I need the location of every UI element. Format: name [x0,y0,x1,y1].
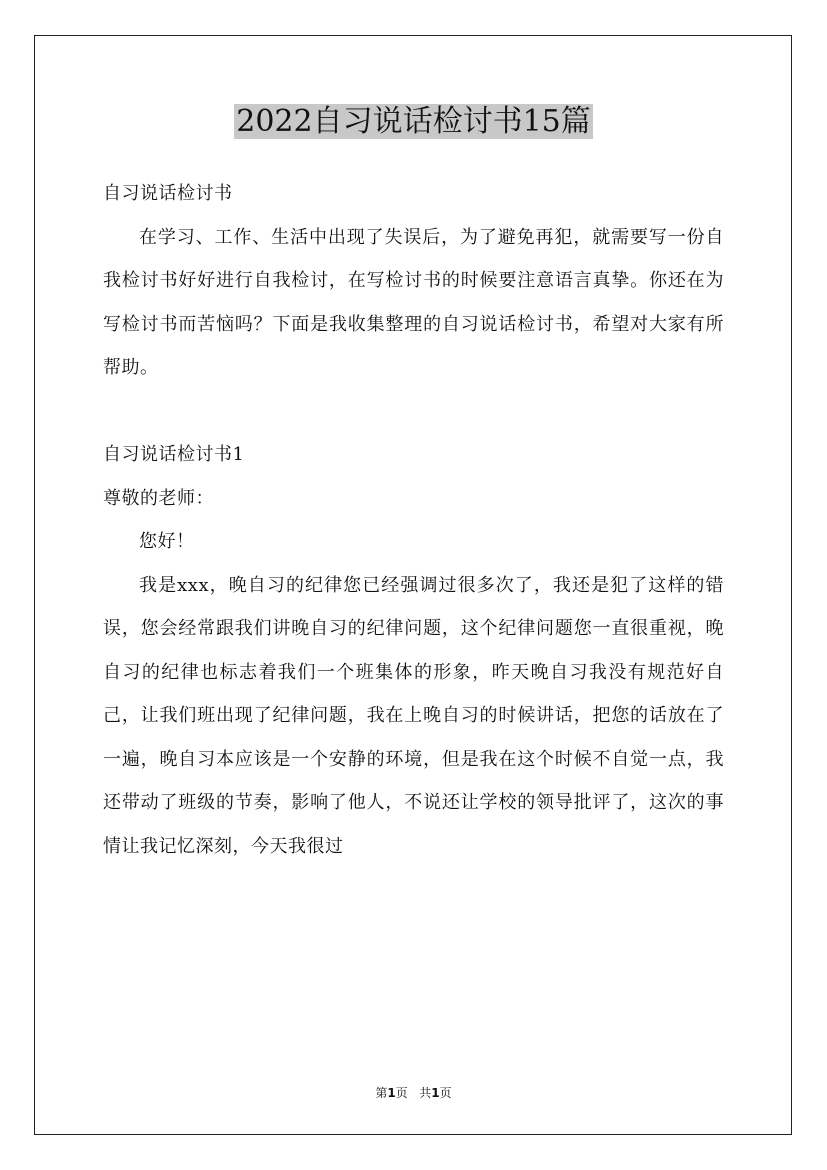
salutation: 尊敬的老师： [103,487,214,509]
page-footer [0,1084,827,1101]
total-suffix: 页 [439,1086,452,1100]
page-prefix: 第 [375,1086,388,1100]
document-title [0,100,827,144]
letter-paragraph: 我是xxx，晚自习的纪律您已经强调过很多次了，我还是犯了这样的错误，您会经常跟我们讲晚自习的纪律问题，这个纪律问题您一直很重视，晚自习的纪律也标志着我们一个班集体的形象，昨天晚自习我没有规范好自己，让我们班出现了纪律问题，我在上晚自习的时候讲话，把您的话放在了一遍，晚自习本应该是一个安静的环境，但是我在这个时候不自觉一点，我还带动了班级的节奏，影响了他人，不说还让学校的领导批评了，这次的事情让我记忆深刻，今天我很过 [103,574,724,857]
intro-paragraph: 在学习、工作、生活中出现了失误后，为了避免再犯，就需要写一份自我检讨书好好进行自我检讨，在写检讨书的时候要注意语言真挚。你还在为写检讨书而苦恼吗？下面是我收集整理的自习说话检讨书，希望对大家有所帮助。 [103,226,724,378]
document-body [103,172,724,868]
letter-heading: 自习说话检讨书1 [103,444,245,465]
section-heading: 自习说话检讨书 [103,183,233,204]
document-title-text: 2022自习说话检讨书15篇 [236,104,591,139]
greeting: 您好！ [139,531,195,552]
page-number: 1 [387,1086,396,1100]
total-prefix: 共 [419,1086,432,1100]
page-suffix: 页 [395,1086,408,1100]
paragraph-spacer [103,390,724,434]
total-pages: 1 [431,1086,440,1100]
